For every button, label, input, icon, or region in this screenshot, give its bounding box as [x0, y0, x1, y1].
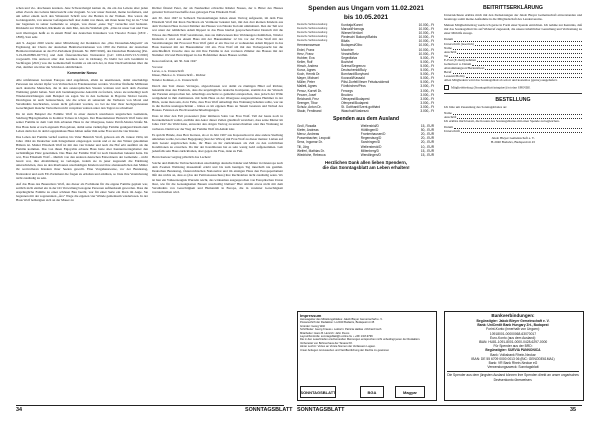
donor-name: Kurcz, Agnes	[297, 68, 316, 73]
order-title: BESTELLUNG	[495, 96, 531, 103]
form-field-label: Tel	[444, 53, 449, 58]
donor-place: Moorbier	[341, 47, 354, 52]
form-field-label: Unterschrift	[444, 128, 460, 133]
form-field-input[interactable]	[461, 129, 582, 133]
bank-line: Begünstigter: Jakob Bleyer Gemeinschaft e. V.	[476, 319, 550, 323]
imprint-line: Gründer: Georg Wild	[300, 324, 325, 328]
donor-place: Waschud/Vaskeszó	[341, 108, 369, 113]
bank-line: Bank: UniCredit Bank Hungary Zrt., Budapest	[477, 323, 549, 328]
bank-line: Verwendungszweck: Sonntagsblatt	[487, 365, 539, 370]
form-field-label: Name	[444, 45, 452, 50]
donor-place: Bornhard/Bonyhard	[341, 72, 369, 77]
donor-place: Bozishel	[341, 59, 354, 64]
membership-title: BEITRITTSERKLÄRUNG	[483, 5, 543, 11]
donation-amount: 20,- EUR	[420, 140, 434, 145]
imprint-line: Schriftleiter: Georg Krauss • Lektorin: Patricia Haldas • Richard Guth	[300, 328, 382, 332]
article-paragraph: Herrn Kertesz verging plötzlich das Lachen!	[152, 155, 211, 160]
article-paragraph: Auf das Haus des Bauerelters Wolf, des dieser als Fachmann für die eigene Familie geplant war, zeitlich nicht einmal ein in der Ort Verwaltung bezogene Personen aufmerksam geworden. Dass die ursprüngliche Familie zu einer schönen Bau beerbt, war für einer Serie ein Dorn im Auge. Sie begannen mit der sogenannten „Ära" Wege die eigenen vier Wände gemeinsam wiederlosen. In der Haus Wolf belästigten sich an der Mauer zu	[16, 181, 148, 203]
donor-name: Müller, Peter	[297, 80, 315, 85]
left-page-number: 34	[16, 407, 22, 413]
donor-name: Wiedriche, Rebecca	[297, 152, 326, 157]
donation-amount: 10.000,- Ft	[418, 31, 434, 36]
donation-amount: 3.000,- Ft	[420, 96, 434, 101]
bank-line: IBAN: HU81-1091-8001-0000-0428-6297-0000	[478, 340, 548, 345]
donations-table	[297, 23, 435, 113]
donor-place: Szirma/Segrenzo	[341, 63, 366, 68]
donation-amount: 10.000,- Ft	[418, 39, 434, 44]
order-text: Ich bitte um Zusendung des Sonntagsblattes an:	[444, 104, 507, 109]
bank-note: Die Spender aus dem jüngsten Ausland können ihre Spenden direkt an unser ungarisches Devisenkonto überweisen.	[447, 373, 579, 382]
donations-title-dates: bis 10.05.2021	[343, 14, 389, 21]
donor-name: Peczer, Josef	[297, 92, 317, 97]
donation-amount: 3.000,- Ft	[420, 100, 434, 105]
donor-place: Bikáls	[341, 39, 350, 44]
article-subheading: Kommentar Nonzu	[67, 71, 97, 76]
bank-details	[447, 313, 579, 382]
donor-category: Deutsche Selbstverwaltung	[297, 27, 328, 31]
donor-name: Groll, Rosalia	[297, 124, 317, 129]
abroad-table	[297, 124, 435, 157]
donation-amount: 3.000,- Ft	[420, 92, 434, 97]
article-paragraph: Am 9. August 2020 wurde unter Mitwirkung der Redaktion des „Das Donaubuk-Magazin" als Ergänzung der Charta der deutschen Heimatvertriebenen von 1950 die Petition der deutschen Heimatvertriebenen an das EU-Parlament (Dokum. Nr. 0987/2020), des Deutschen Bundestag (Pet. 3-19-06-06899-027721) und dem Österreichischen Nationalrat (GZ: 10014.0105/13-V/2020) vorgestellt. Die Antwort aller drei Gremien war in Ordnung. Es bleibt bei sich bestimmt in Sachfragen (2021) was die Gemeinschaft Kommt es um sich der, in ihrer Dachverbänden über die Ziel, darüber wie über die Schicksal- sämtlichkeit.	[16, 40, 148, 70]
article-paragraph: Am 30. Juni 1947 in Selbesch Veranstaltungen haben einen Vertrag aufgesetzt, im dem Frau Elisabeth Wolf mit ihren Nachbarn als Vermieter bekannt hatt, mit den drei kleinen Kindern aus dem Vorderen Haus in zwei Zimmer des Hauses von Nándor Kolonit ummulsiert. Den der Teil war war unter der nämlichen Adam Rippert in das Haus hierbei gesprochen.Paulat Deutsch mit die Whose des Heinrich Wolf vereinbaren, dass sie mitbewiesen ihre Wohnungen räumlichen, Nándor Kistlerin 2 wird aus einem Haus mit der Hausnummer 12 bis vor der Frau Wolf mit der Vereinbarungen mit Frau und Frau Wolf gehrt er ein liwe tut er wohnenden Adam Rippert in das Haus Kentessl mit der Hausnummer 102 ein. Frau Wolf stil mit den Vorhergesucht hat die entschließlich Ursache dass sie mit Ihre Familie in den vorderen Zimmer des Hauses mit der Nummer 102 und Hern Rippert in das Hofzimmer dieses Hauses wolhnt.	[152, 16, 283, 58]
donation-row	[297, 109, 435, 113]
donation-amount: 50,- EUR	[420, 128, 434, 133]
donor-place: Kocsrall/Kassald	[341, 76, 365, 81]
imprint-line: Vorbereitet von Bohnenhaus der Tanaca Kft.	[300, 341, 353, 345]
donor-place: Fenorgs	[341, 88, 353, 93]
membership-agree: Allen Mitgliedern wird das Sonntagsblatt ab sofort und kostenlos (gerne) ausgeliefert.	[444, 78, 558, 83]
donor-name: Keller, Rolf	[297, 59, 313, 64]
membership-text: Unterzeichnete erkläre mich mit den Zielsetzungen der Jakob Bleyer Gemeinschaft einverstanden und beantrage somit meine Aufnahme in die Mitgliedschaft des Landesvereins.	[444, 13, 582, 22]
donor-place: Hüttlingen/D	[360, 128, 379, 133]
donor-name: Hernesmaveson	[297, 43, 321, 48]
right-page-number: 35	[570, 407, 576, 413]
donor-place: Budapest/Olbo	[341, 43, 363, 48]
donor-name: Hirsch, Andrea	[297, 63, 318, 68]
donations-column	[297, 5, 435, 171]
imprint-line: Unser Anliegen ist Aussehen und Veröffentlichung der Rechte zu gewinnen	[300, 348, 390, 352]
donation-amount: 5.000,- Ft	[420, 68, 434, 73]
donor-name: Till, Jörg	[297, 144, 309, 149]
donor-place: Weilersbid/D	[360, 124, 379, 129]
donor-place: Miltenberg/D	[360, 148, 379, 153]
article-paragraph: schen und vie- abschauen konnten. Jene Schwarzbeigel kamen da, die ein das Lebens alter jeden edlen Zweck des Lebens hinterweicht oder ringsum. So war unser Zustand, meine Großeltern, und um selber einem noch den Winterzeit Schrift now die Heiden in der Wolken. Das waren die Goldengesicht, von unserer Gefangenschaft aber damit von ihnen, um ihren heute Tag ist da.* Und nur begannen in seiner Gemeinde so adagen, was dieser „neue Tag" versuchte und bedeutet. Rückkehr zur Wahrheit, Rückkehr zu dem Mut, den die Wahrheit gibt. „Dies ist unser Gut und Treu weit übertragen heißt es in einem Brief des deutschen Klassikers von Theodor Fontes (1819 - 1898), Satz sehr.	[16, 6, 148, 39]
donor-place: Marcali/Homogs	[341, 27, 365, 32]
donor-place: Ofenpest/Budapest	[341, 100, 369, 105]
donation-amount: 15,- EUR	[420, 152, 434, 157]
article-paragraph: Alle umfahrenen Grenzen Europas sind angefahren, allein zu unermessen, damit unschuldige Personen nie wieder Opfer von Verbrechen in Friedenszeiten werden. Von über fünfzehn Millionen auch deutsche Menschen, die in den osteuropäischen Staaten wohnen und auch dem Zweiten Weltkrieg gelebt haben. Statt sich beziehungsweise Autorität zu fordern, wieso sie unbedingt nach Wiedereinrichtungen zum Beispiel sie sagen Sie in den Gebieten in Bayerns Südost bereits. Dreichgaue ist auch beizurechnen, wie die schon ab seinerzeit die Verlieren von Moral und Verständnis beschrieben, waren nicht gefordert worden, wo bei sie hier ihrer hochgepriesenen Gerechtigkeit manche Vertreibern nicht verspüren wahren unter den Tagrat zu schreiben!	[16, 77, 148, 111]
form-field-label: Unterschrift (leserlich)	[444, 41, 475, 46]
donor-name: Herz, Franz	[297, 51, 314, 56]
magyar-logo: Magyar	[395, 386, 425, 398]
bank-line: Für Spender aus der BRD:	[493, 344, 533, 349]
donor-category: Deutsche Selbstverwaltung	[297, 39, 328, 43]
form-field-label: Beruf	[444, 70, 452, 75]
donor-place: Wendlingen/D	[360, 152, 381, 157]
form-field-label: Datum	[444, 37, 453, 42]
donations-title: Spenden aus Ungarn vom 11.02.2021	[308, 5, 424, 12]
donation-amount: 3.000,- Ft	[420, 108, 434, 113]
donation-amount: 5.000,- Ft	[420, 80, 434, 85]
donation-amount: 3.000,- Ft	[420, 88, 434, 93]
donor-name: Kiefer, Andreas	[297, 128, 319, 133]
donor-place: Kunbaja/Kunmi	[341, 23, 363, 27]
donation-amount: 10.000,- Ft	[418, 27, 434, 32]
donor-category: Deutsche Selbstverwaltung	[297, 31, 328, 35]
donation-amount: 5.000,- Ft	[420, 76, 434, 81]
donor-name: Schulz, Anton Dr.	[297, 104, 322, 109]
donation-checkbox-label: Mitgliedsbeitrag (Sonntagsblatt integriert) ist eine SPENDE	[451, 84, 531, 89]
donor-category: Deutsche Selbstverwaltung	[297, 35, 328, 39]
donor-place: Vecsés/Betz	[341, 51, 359, 56]
donor-place: Deutschenkil/Buly	[341, 68, 367, 73]
thanks-line-1: Herzlichen Dank allen lieben Spendern,	[325, 159, 407, 165]
donation-amount: 5.000,- Ft	[420, 59, 434, 64]
donor-name: Senz, Ingomar Dr.	[297, 140, 323, 145]
donor-name: Possenbacher, Leopold	[297, 136, 331, 141]
order-fields	[444, 125, 582, 133]
donation-amount: 20,- EUR	[420, 136, 434, 141]
imprint-line: Hinter Lechnr: Vortex an Vorste Nonnen der Verfassers Lugsen.	[300, 345, 376, 349]
donation-amount: 5.000,- Ft	[420, 63, 434, 68]
bank-line: Begünstigter: SUEVIA PANNONICA	[485, 348, 541, 353]
donor-name: Staub, Ferdinand	[297, 108, 322, 113]
left-column-1	[16, 6, 148, 204]
donation-amount: 10.000,- Ft	[418, 51, 434, 56]
bank-line: 10918001-00000068-63070017	[489, 331, 537, 336]
article-paragraph: Durch den Text dieses Vertrages, abgeschlossen war damit zu räumigen Hätel auf Richter, bekommt man den Eindruck, dass die ursprüngliche deutsche Kompanie, stammt dos der Wunsch der Parteien entsprochen hat. Allerdings erscheint so gemeldet entsprechen, dass jedoch der Wille weitgehend in ihm dominieren. mit beim Haus an der Obergasse ausgenommene Hummer in der Blick, wenn man sein, da in Falle, dass Frau Wolf unbedingt ihre Wohnung behalten sollte, war sie in die Rechte uneingeschränkt – hättea es im eigenen Haus an Tenem besatzen und Nebsel des Hauses. Feinsten zu Hochvesseblechtbedingungen.	[152, 83, 283, 113]
donation-checkbox[interactable]	[444, 85, 449, 90]
order-text: Ich erkläre mich bereit, die Kosten des Sonntagsblattes mit einer Spende zu begleichen.	[444, 118, 560, 123]
right-footer-rule	[297, 405, 582, 406]
donor-name: Mayer, Michael	[297, 76, 319, 81]
abroad-row	[297, 153, 435, 157]
abroad-title: Spenden aus dem Ausland	[332, 116, 400, 123]
form-field-row	[444, 129, 582, 133]
donor-name: Erdei, Franz	[297, 47, 315, 52]
bank-title: Bankverbindungen:	[491, 313, 535, 318]
donation-amount: 5.000,- Ft	[420, 72, 434, 77]
form-field-label: Abstammungsort/Herkunftsort	[444, 66, 485, 71]
donor-place: Bruckeu	[341, 92, 353, 97]
membership-fields	[444, 37, 582, 78]
donation-amount: 10,- EUR	[420, 144, 434, 149]
donor-place: Piedesch/ Bakonyi/Babks	[341, 35, 378, 40]
bank-line: Bank: VR Bank Rhein-Neckar eG	[488, 361, 538, 366]
bank-line: Euro-Konto (aus dem Ausland):	[490, 335, 536, 340]
donor-place: Oferapest/Budapest	[341, 96, 370, 101]
donation-amount: 10.000,- Ft	[418, 43, 434, 48]
imprint-title: Impressum	[300, 313, 322, 318]
donation-amount: 20,- EUR	[420, 132, 434, 137]
form-field-label: Geburtsort u. Datum	[444, 62, 472, 67]
order-fields	[444, 111, 582, 119]
contract-signatures: Vor uns: Léces, a. k. Unterschrift Imsee, Helen e. h. Unterschrift – Richter Nándor Kolnkes, e. h. Unterschrift	[152, 65, 206, 82]
article-paragraph: Da ist zum Beispiel die Familie Wolf in einer deutsch unsicheren ungarischen Gemeinde, Salzburg/Hajósgütsellek in Komitat Tolnau in Ungarn. Der Bauernmeister Heinrich Wolf hatte mit seiner Familie in dem vom ihm erbauten Haus in der Obergasse, heute Petőfi-Sándor-Straße 84. Das Haus hatte er nach eigenem Plan gebaut, damit seine vielköpfige Familie genügend Raum zum Leben darin hat. In dem Lageplanhaus Haus hätten außer ihm seine Frau und die vier Kinder.	[16, 112, 148, 133]
article-paragraph: Richter fünstel Peter, der als Neubeziher erbrachte Ränder Nasses, der ä. Bitter des Hauses getrennt Teil und beschaffte dass geborgen Frau Elisabeth Wolf.	[152, 6, 283, 15]
form-field-label: Lesezeit/Hobby	[444, 74, 465, 79]
imprint-line: Mitarbeiter: Hans B. Henrich: Jahn Pevos	[300, 331, 350, 335]
forms-column	[444, 5, 582, 146]
donation-amount: 15,- EUR	[420, 124, 434, 129]
donor-name: Weiferl, Mathias Dr.	[297, 148, 325, 153]
donor-place: Frontenhausen/D	[360, 132, 386, 137]
donation-amount: 10.000,- Ft	[418, 47, 434, 52]
form-field-label: Anschrift	[444, 49, 457, 54]
bank-line: IBAN: DE 55 6709 0000 0013 06 (BIC: GENODE61MA1)	[471, 356, 555, 361]
form-field-label: Datum	[444, 124, 453, 129]
donor-name: Malleti, Agnes	[297, 84, 317, 89]
donor-place: Wiener/Veröcel	[341, 31, 363, 36]
right-footer-title: SONNTAGSBLATT	[297, 407, 345, 413]
article-paragraph: Dass ist über den Fall prozessiert (hier mittleren Sohn von Frau Wolf. Vall der heute noch in Kecskemétszeli wohnt, erzählte den Autor dieser Zeilen glaubhaft versichert, dass seine Mutter im Jahre 1947 die Wahl hatte, entweder den obigen Vertrag zu unterschreiben oder ihre Wohnung ist verlieren. Damit war der Weg der Familie Wolf im Anhalt klar.	[152, 114, 283, 131]
left-footer-rule	[16, 405, 284, 406]
bga-logo: BGA	[360, 386, 384, 398]
order-address: Jakob Bleyer Gemeinschaft e. V. H-2040 Budaörs, Budapesti út 45	[490, 136, 536, 145]
left-footer-title: SONNTAGSBLATT	[245, 407, 293, 413]
donor-name: Mercz, Andreas	[297, 132, 320, 137]
donation-amount: 10.000,- Ft	[418, 35, 434, 40]
donor-name: Koch, Henrik Dr.	[297, 72, 321, 77]
donor-category: Deutsche Selbstverwaltung	[297, 23, 328, 26]
sonntagsblatt-logo: SONNTAGSBLATT	[300, 386, 336, 398]
imprint	[300, 313, 434, 352]
imprint-line: Layout/Kontrolle: sonntagsblatt@t-online.hu • +36/ 1/18-9796	[300, 335, 373, 339]
bank-line: Forint-Konto (innerhalb von Ungarn):	[486, 327, 540, 332]
donation-amount: 3.000,- Ft	[420, 104, 434, 109]
imprint-line: Herausgeber des Mitteilungsblattes: Jakob Bleyer Gemeinschaft e. V.	[300, 318, 383, 321]
article-paragraph: Es spricht Bände, dass Herr Kertesz, als er in Jahr 1967 aus Kapossalzout in eine andere Siedlung umziehen wollte, bei einer Begegnung (laut der Witwe) mit Frau Wolf zu dieser meinte: Lieben auf dem Gesetz angebrochen halte, ihr Haus an ihr zurücklassen als Zeil zu den rechtlichen Konditionen zu erwerben. Da mir der Konditionen hat es sein wenig Geld aufgenommen. Gab jedenfalls sein Haus zurückbohen, aber gegen die Frau, dann zu Fuß.	[152, 132, 283, 153]
article-paragraph: Solche und ähnliche Verbrechen haben unschuldige deutsche Kinder und Mütter in Osteuropa nach dem Zweiten Weltkrieg massenhaft erlebt und bis zum heutigen Tag innerhalb nie gesühnt. Deutschen Bundestag, Österreichischen Nationalrat und im einzigen Haus den Europaparlament läßt das nichts an, dass es (das der Petitionsausschuss) ihre Rechtsleben nicht zuständig seien. Wo ist hier ein Volkserzeugnis Wurzeln reicht, das wirksamen ausgesprochen von Europäischen Union lässt, wie für die Genauigkeiten Bauern unschuldig bleiben? Hier stimmt etwas nicht mit dem Verständnis von Gerechtigkeit und Humanität in Europa, die in vereinter Gerechtigkeit vorzuschreiben wird.	[152, 161, 283, 194]
imprint-line: Die in den Leserbriefen erscheinenden Meinungen entsprechen nicht unbedingt jenen der Redaktion.	[300, 338, 421, 342]
donor-place: Weilerstreck/D	[360, 144, 382, 149]
donation-amount: 15,- EUR	[420, 148, 434, 153]
bank-line: Bank: Volksbank Rhein-Neckar	[490, 352, 536, 357]
donor-place: Fünfkirchen/Pécs	[341, 84, 366, 89]
imprint-line: Postanschrift der Redaktion: H-2040 Budaörs, Budapesti út 45	[300, 321, 375, 325]
form-field-label: Anschrift	[444, 114, 457, 119]
donor-place: Sarchingen/D	[360, 140, 381, 145]
donor-place: Segedfalva	[341, 55, 358, 60]
form-field-label: Name	[444, 110, 452, 115]
donor-name: Reichardt, Frnz	[297, 96, 319, 101]
donor-name: Hubber, Eva	[297, 55, 315, 60]
donor-place: Regensburg/D	[360, 136, 382, 141]
donation-amount: 10.000,- Ft	[418, 23, 434, 27]
article-paragraph: Das Leben der Familie verlief normal, bis Valer Heinrich Wolf, geboren am 29. Januar 1904, im Jahre 1944 als Deutscher zum Kriegsdienst eingezogen wurde und er sie den Winter gekommen Bältern ist. Mutter Elisabeth Wolf ist mit den vier Kinder und nach die Hof erbt ausführt als die Familie kommen. Das von ihnen Enjoyable erbaute Haus hatte aber Kenntenvertagsbeiter den rechtmäßigen Platz genommen. Das Haus der Familie Wolf ist noch Deutschen bekannt hatte. Da war, Frau Elisabeth Wolf – ähnlich von den anderen deutschen Einwohnern der Gemeinde – nicht bereit war, ihre Abstimmung zu verlangen, indem sie in jener zugesandt die Erklärung unterschrieben, dass zu den überbauten unschuldigen Kindern und ihre abenteuerlichen den Mütter ihr wertvolleren Kindern ihrer Seelen gewollt. Eine Vorgehensweise, vor der Bundestag, Nationalrat und auch EU-Parlament die fragen zu erhalten und erklären, so löste ihre Vereinbarung nicht zuständig zu sein.	[16, 134, 148, 180]
membership-text: Meinen Mitgliedsbeitrag werde ich gerne in Form einer Spende entrichten. Ich nehme zur Kenntnis, daß mir das Sonntagsblatt bis auf Widerruf zugesandt, die unsere inhaltlicher Gestaltung und Verbreitung zu einer Mithilfe zusage.	[444, 23, 582, 36]
donor-name: Pencz, Kornél Dr.	[297, 88, 322, 93]
donation-amount: 5.000,- Ft	[420, 55, 434, 60]
donation-amount: 3.000,- Ft	[420, 84, 434, 89]
contract-date: Keaocsssfzeval, am 30. Juni 1947	[152, 59, 197, 64]
donor-name: Seenger, Tibor	[297, 100, 318, 105]
left-column-2	[152, 6, 283, 196]
donor-place: Pilisi-Dorfell/Veser Felsdszoldendi	[341, 80, 390, 85]
thanks-line-2: die das Sonntagsblatt am Leben erhalten!	[322, 165, 410, 171]
form-field-label: E-Post (E-mail) nehmen	[444, 57, 477, 62]
donor-place: St. Gotthard/Szent-gotthárd	[341, 104, 381, 109]
